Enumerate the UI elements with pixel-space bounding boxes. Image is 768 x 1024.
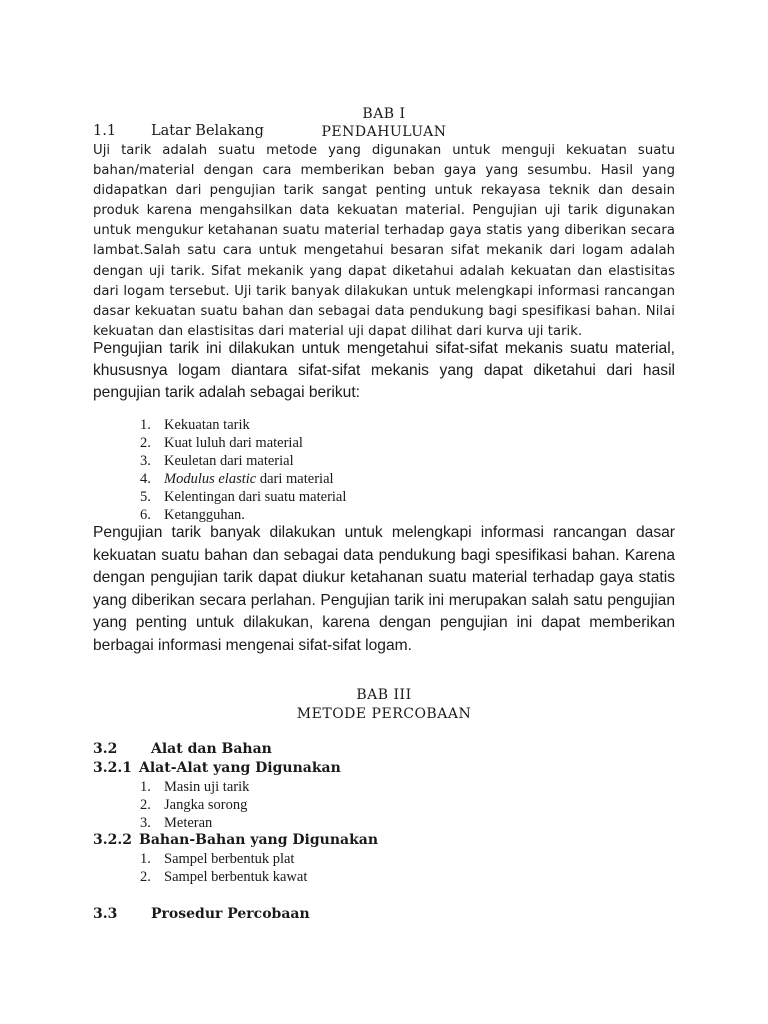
list-item: 3. Meteran bbox=[140, 815, 213, 831]
list-item: 1. Kekuatan tarik bbox=[140, 417, 250, 433]
list-item: 2. Sampel berbentuk kawat bbox=[140, 869, 308, 885]
mechanical-properties-list bbox=[140, 416, 346, 524]
materials-list bbox=[140, 850, 307, 886]
chapter-title: PENDAHULUAN bbox=[321, 124, 447, 140]
section-number: 1.1 bbox=[93, 123, 117, 139]
section-heading-3-3 bbox=[93, 906, 310, 922]
section-number: 3.2 bbox=[93, 741, 118, 757]
section-heading-3-2-2 bbox=[93, 832, 378, 848]
section-heading-3-2-1 bbox=[93, 760, 341, 776]
section-title: Latar Belakang bbox=[151, 123, 264, 139]
section-heading-3-2 bbox=[93, 741, 272, 757]
chapter-number: BAB III bbox=[356, 687, 412, 703]
list-item: 1. Sampel berbentuk plat bbox=[140, 851, 295, 867]
section-number: 3.2.2 bbox=[93, 832, 132, 848]
paragraph-pengujian-intro: Pengujian tarik ini dilakukan untuk mengetahui sifat-sifat mekanis suatu material, khususnya logam diantara sifat-sifat mekanis yang dapat diketahui dari hasil pengujian tarik adalah sebagai berikut: bbox=[93, 340, 675, 401]
tools-list bbox=[140, 778, 249, 832]
paragraph-latar-belakang: Uji tarik adalah suatu metode yang digunakan untuk menguji kekuatan suatu bahan/material dengan cara memberikan beban gaya yang sesumbu. Hasil yang didapatkan dari pengujian tarik sangat penting untuk rekayasa teknik dan desain produk karena mengahsilkan data kekuatan material. Pengujian uji tarik digunakan untuk mengukur ketahanan suatu material terhadap gaya statis yang diberikan secara lambat.Salah satu cara untuk mengetahui besaran sifat mekanik dari logam adalah dengan uji tarik. Sifat mekanik yang dapat diketahui adalah kekuatan dan elastisitas dari logam tersebut. Uji tarik banyak dilakukan untuk melengkapi informasi rancangan dasar kekuatan suatu bahan dan sebagai data pendukung bagi spesifikasi bahan. Nilai kekuatan dan elastisitas dari material uji dapat dilihat dari kurva uji tarik. bbox=[93, 143, 675, 339]
paragraph-pengujian-tarik: Pengujian tarik banyak dilakukan untuk melengkapi informasi rancangan dasar kekuatan suatu bahan dan sebagai data pendukung bagi spesifikasi bahan. Karena dengan pengujian tarik dapat diukur ketahanan suatu material terhadap gaya statis yang diberikan secara perlahan. Pengujian tarik ini merupakan salah satu pengujian yang penting untuk dilakukan, karena dengan pengujian ini dapat memberikan berbagai informasi mengenai sifat-sifat logam. bbox=[93, 524, 675, 654]
section-title: Alat dan Bahan bbox=[151, 741, 272, 757]
chapter-title: METODE PERCOBAAN bbox=[296, 706, 472, 722]
section-heading-1-1 bbox=[93, 123, 264, 139]
list-item: 2. Jangka sorong bbox=[140, 797, 248, 813]
list-item: 4. Modulus elastic dari material bbox=[140, 471, 334, 487]
list-item: 1. Masin uji tarik bbox=[140, 779, 250, 795]
section-title: Prosedur Percobaan bbox=[151, 906, 310, 922]
list-item: 2. Kuat luluh dari material bbox=[140, 435, 303, 451]
section-title: Bahan-Bahan yang Digunakan bbox=[139, 832, 379, 848]
chapter-number: BAB I bbox=[362, 106, 406, 122]
section-number: 3.2.1 bbox=[93, 760, 132, 776]
list-item: 6. Ketangguhan. bbox=[140, 507, 245, 523]
section-number: 3.3 bbox=[93, 906, 118, 922]
list-item: 3. Keuletan dari material bbox=[140, 453, 294, 469]
section-title: Alat-Alat yang Digunakan bbox=[139, 760, 341, 776]
list-item: 5. Kelentingan dari suatu material bbox=[140, 489, 347, 505]
